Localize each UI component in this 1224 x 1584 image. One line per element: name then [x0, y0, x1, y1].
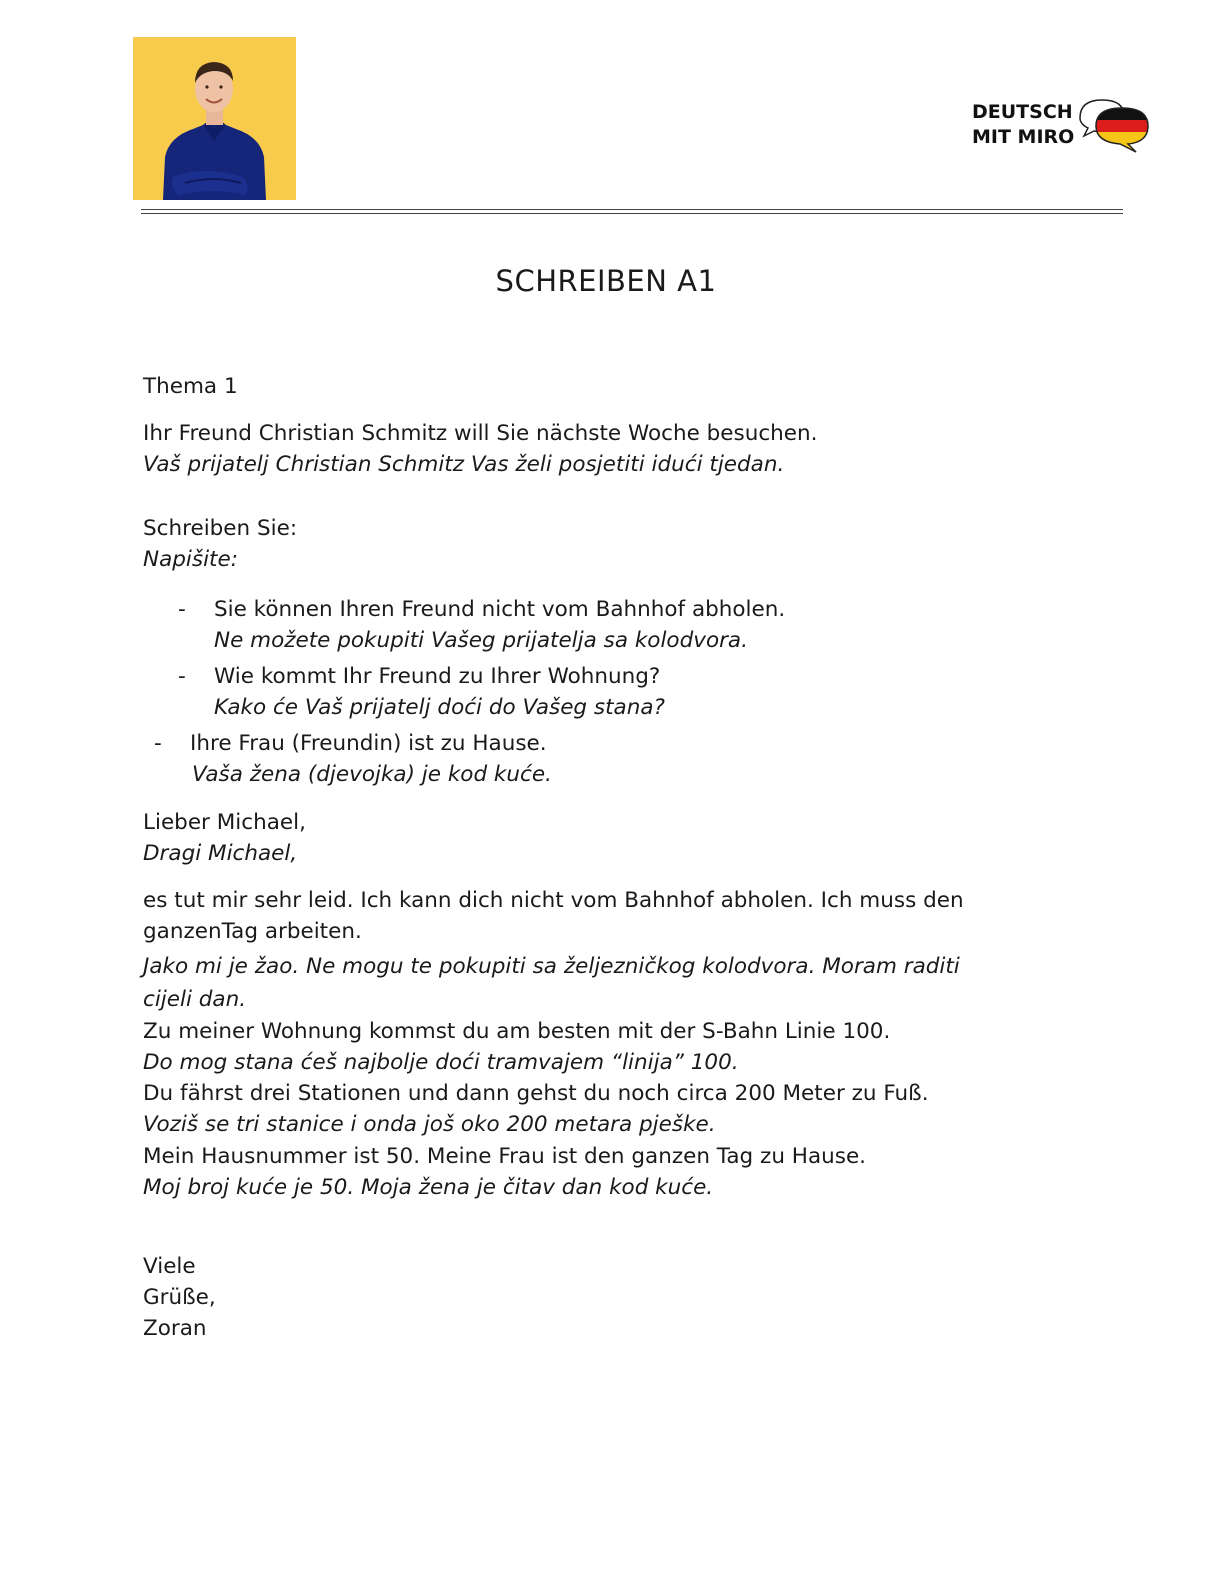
logo-line-1: DEUTSCH: [972, 101, 1073, 123]
closing-line: Grüße,: [143, 1285, 216, 1310]
deutsch-mit-miro-logo: [972, 96, 1152, 156]
header-rule-bottom: [141, 213, 1123, 214]
page-title: SCHREIBEN A1: [495, 264, 717, 298]
letter-line-croatian: Jako mi je žao. Ne mogu te pokupiti sa željezničkog kolodvora. Moram raditi: [143, 954, 960, 979]
header-rule-top: [141, 209, 1123, 210]
logo-text: [972, 100, 1074, 150]
bullet-marker: -: [154, 731, 162, 756]
closing-line: Viele: [143, 1254, 196, 1279]
bullet-1-croatian: Ne možete pokupiti Vašeg prijatelja sa kolodvora.: [214, 628, 748, 653]
bullet-marker: -: [178, 597, 186, 622]
speech-bubbles-german-flag-icon: [1074, 96, 1152, 154]
letter-line-german: ganzenTag arbeiten.: [143, 919, 362, 944]
signature-name: Zoran: [143, 1316, 207, 1341]
letter-line-croatian: Voziš se tri stanice i onda još oko 200 metara pješke.: [143, 1112, 716, 1137]
author-photo: [133, 37, 296, 200]
greeting-croatian: Dragi Michael,: [143, 841, 298, 866]
intro-german: Ihr Freund Christian Schmitz will Sie nächste Woche besuchen.: [143, 421, 818, 446]
task-croatian: Napišite:: [143, 547, 238, 572]
person-illustration: [133, 37, 296, 200]
bullet-3-croatian: Vaša žena (djevojka) je kod kuće.: [192, 762, 552, 787]
bullet-1-german: Sie können Ihren Freund nicht vom Bahnhof abholen.: [214, 597, 786, 622]
letter-line-croatian: cijeli dan.: [143, 987, 247, 1012]
letter-line-german: es tut mir sehr leid. Ich kann dich nicht vom Bahnhof abholen. Ich muss den: [143, 888, 964, 913]
bullet-2-german: Wie kommt Ihr Freund zu Ihrer Wohnung?: [214, 664, 661, 689]
letter-line-german: Zu meiner Wohnung kommst du am besten mit der S-Bahn Linie 100.: [143, 1019, 891, 1044]
bullet-2-croatian: Kako će Vaš prijatelj doći do Vašeg stana?: [214, 695, 665, 720]
intro-croatian: Vaš prijatelj Christian Schmitz Vas želi posjetiti idući tjedan.: [143, 452, 785, 477]
task-german: Schreiben Sie:: [143, 516, 298, 541]
letter-line-croatian: Moj broj kuće je 50. Moja žena je čitav dan kod kuće.: [143, 1175, 714, 1200]
bullet-3-german: Ihre Frau (Freundin) ist zu Hause.: [190, 731, 547, 756]
topic-label: Thema 1: [143, 374, 238, 399]
greeting-german: Lieber Michael,: [143, 810, 306, 835]
letter-line-german: Du fährst drei Stationen und dann gehst du noch circa 200 Meter zu Fuß.: [143, 1081, 929, 1106]
letter-line-german: Mein Hausnummer ist 50. Meine Frau ist den ganzen Tag zu Hause.: [143, 1144, 867, 1169]
letter-line-croatian: Do mog stana ćeš najbolje doći tramvajem “linija” 100.: [143, 1050, 739, 1075]
logo-line-2: MIT MIRO: [972, 126, 1075, 148]
bullet-marker: -: [178, 664, 186, 689]
